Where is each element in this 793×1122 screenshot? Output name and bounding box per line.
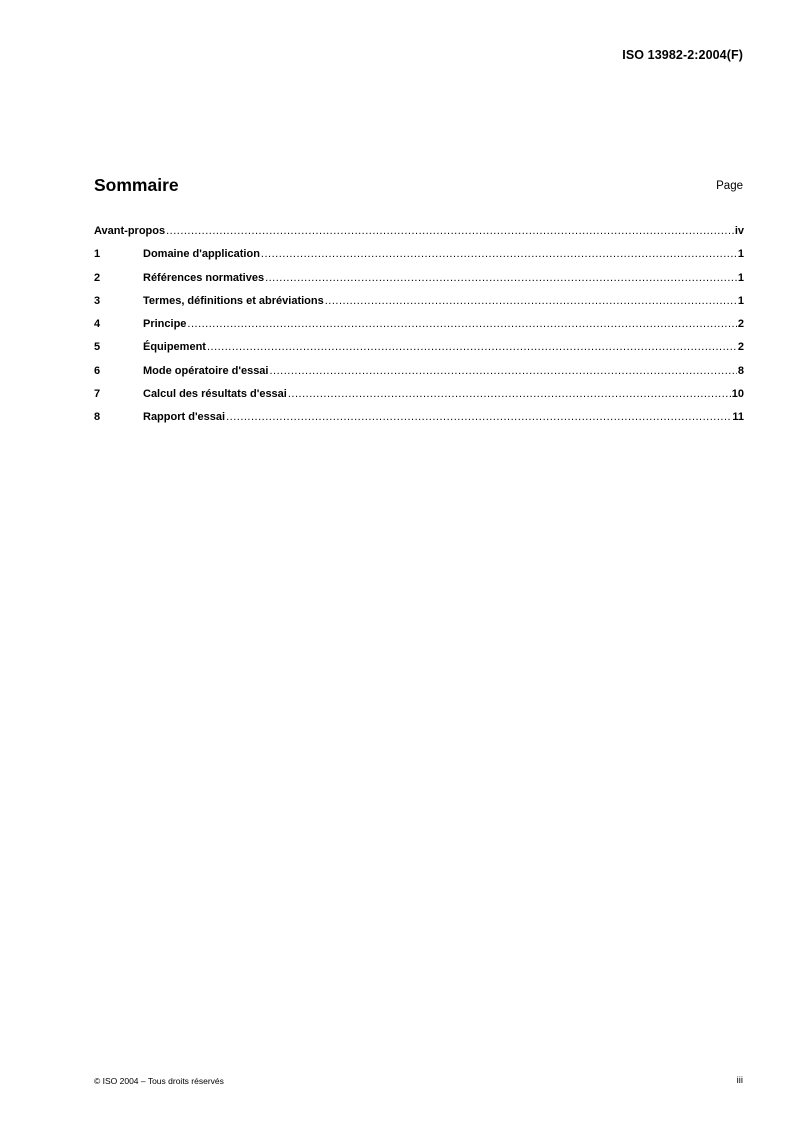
document-identifier: ISO 13982-2:2004(F): [622, 48, 743, 62]
toc-entry-number: 2: [94, 271, 101, 284]
toc-entry-page: 8: [737, 364, 744, 377]
toc-entry-page: 2: [737, 341, 744, 354]
toc-entry[interactable]: [94, 341, 744, 364]
toc-entry-label: Termes, définitions et abréviations: [143, 294, 324, 307]
toc-entry-label: Mode opératoire d'essai: [143, 364, 269, 377]
toc-entry-number: 5: [94, 341, 101, 354]
toc-title: Sommaire: [94, 175, 179, 195]
toc-entry-label: Principe: [143, 318, 187, 331]
toc-entry-number: 4: [94, 318, 101, 331]
toc-entry[interactable]: [94, 318, 744, 341]
toc-entry[interactable]: [94, 365, 744, 388]
toc-entry-label: Domaine d'application: [143, 248, 260, 261]
toc-entry[interactable]: [94, 272, 744, 295]
toc-entry-page: 2: [737, 318, 744, 331]
toc-entry-label: Rapport d'essai: [143, 411, 226, 424]
toc-dot-leader: [261, 248, 737, 260]
toc-dot-leader: [226, 411, 731, 423]
toc-entry[interactable]: [94, 411, 744, 434]
toc-entry-label: Équipement: [143, 341, 206, 354]
toc-entry-number: 7: [94, 388, 101, 401]
table-of-contents: [94, 225, 744, 435]
toc-entry-label: Références normatives: [143, 271, 265, 284]
toc-dot-leader: [270, 365, 737, 377]
toc-entry-page: 1: [737, 248, 744, 261]
toc-dot-leader: [288, 388, 731, 400]
toc-dot-leader: [325, 295, 737, 307]
toc-entry-page: 11: [732, 411, 744, 424]
toc-entry-number: 1: [94, 248, 101, 261]
toc-entry[interactable]: [94, 388, 744, 411]
toc-entry-label: Avant-propos: [94, 225, 166, 237]
footer-copyright: © ISO 2004 – Tous droits réservés: [94, 1076, 224, 1086]
toc-entry-number: 3: [94, 294, 101, 307]
toc-page-column-label: Page: [716, 180, 743, 192]
toc-entry-page: 1: [737, 271, 744, 284]
toc-entry[interactable]: [94, 295, 744, 318]
footer-page-number: iii: [736, 1075, 743, 1086]
toc-entry[interactable]: [94, 248, 744, 271]
toc-dot-leader: [187, 318, 736, 330]
toc-dot-leader: [166, 225, 734, 237]
toc-entry-number: 8: [94, 411, 101, 424]
toc-entry-number: 6: [94, 364, 101, 377]
toc-entry-label: Calcul des résultats d'essai: [143, 388, 287, 401]
toc-entry-page: iv: [734, 225, 744, 237]
toc-dot-leader: [265, 272, 737, 284]
toc-entry-page: 10: [731, 388, 744, 401]
toc-entry[interactable]: [94, 225, 744, 248]
toc-dot-leader: [207, 341, 737, 353]
toc-entry-page: 1: [737, 294, 744, 307]
